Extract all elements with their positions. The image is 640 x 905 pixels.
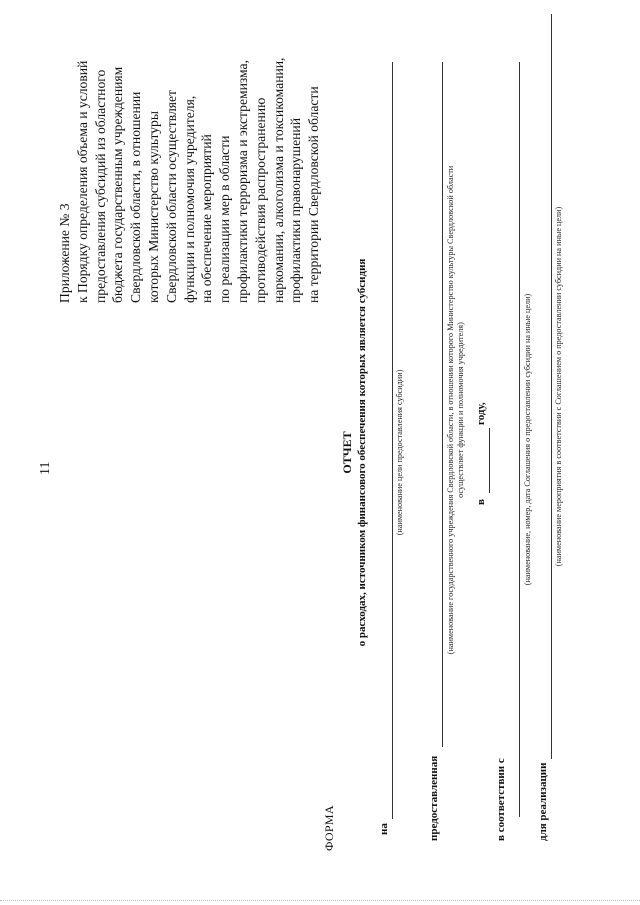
- report-subtitle: о расходах, источником финансового обеспечения которых является субсидия: [356, 258, 368, 647]
- provided-hint-2: осуществляет функции и полномочия учредителя): [456, 322, 465, 498]
- na-label: на: [378, 823, 390, 835]
- year-line[interactable]: [489, 428, 490, 493]
- appendix-line: противодействия распространению: [252, 97, 268, 303]
- appendix-line: Свердловской области осуществляет: [163, 90, 179, 303]
- appendix-line: на обеспечение мероприятий: [199, 134, 215, 303]
- realization-label: для реализации: [537, 762, 549, 841]
- in-label: в: [475, 499, 487, 505]
- accordance-label: в соответствии с: [495, 758, 507, 841]
- appendix-line: профилактики терроризма и экстремизма,: [234, 60, 250, 303]
- form-label: ФОРМА: [322, 805, 336, 851]
- appendix-line: по реализации мер в области: [217, 135, 233, 303]
- appendix-line: к Порядку определения объема и условий: [74, 60, 90, 303]
- appendix-line: Свердловской области, в отношении: [128, 91, 144, 303]
- report-title: ОТЧЕТ: [340, 431, 354, 474]
- appendix-line: бюджета государственным учреждениям: [110, 66, 126, 303]
- provided-line[interactable]: [442, 62, 443, 747]
- realization-hint: (наименование мероприятия в соответствии с Соглашением о предоставлении субсидии на иные цели): [554, 206, 563, 567]
- appendix-line: профилактики правонарушений: [288, 118, 304, 303]
- appendix-line: на территории Свердловской области: [306, 86, 322, 303]
- na-line[interactable]: [392, 62, 393, 819]
- appendix-line: функции и полномочия учредителя,: [181, 95, 197, 303]
- appendix-line: предоставления субсидий из областного: [92, 69, 108, 303]
- appendix-line: Приложение № 3: [57, 203, 72, 303]
- scan-edge: [0, 900, 640, 901]
- appendix-line: которых Министерство культуры: [145, 111, 161, 303]
- year-label: году,: [475, 402, 487, 425]
- provided-label: предоставленная: [428, 755, 440, 841]
- page-number: 11: [38, 461, 53, 475]
- accordance-hint: (наименование, номер, дата Соглашения о предоставлении субсидии на иные цели): [523, 293, 532, 586]
- provided-hint-1: (наименование государственного учреждения Свердловской области, в отношении которого Министерство культуры Свердловской области: [446, 165, 455, 655]
- appendix-block: [56, 3, 323, 303]
- appendix-line: наркомании, алкоголизма и токсикомании,: [270, 57, 286, 303]
- accordance-line[interactable]: [519, 62, 520, 817]
- na-hint: (наименование цели предоставления субсидии): [395, 369, 404, 536]
- realization-line[interactable]: [551, 14, 552, 759]
